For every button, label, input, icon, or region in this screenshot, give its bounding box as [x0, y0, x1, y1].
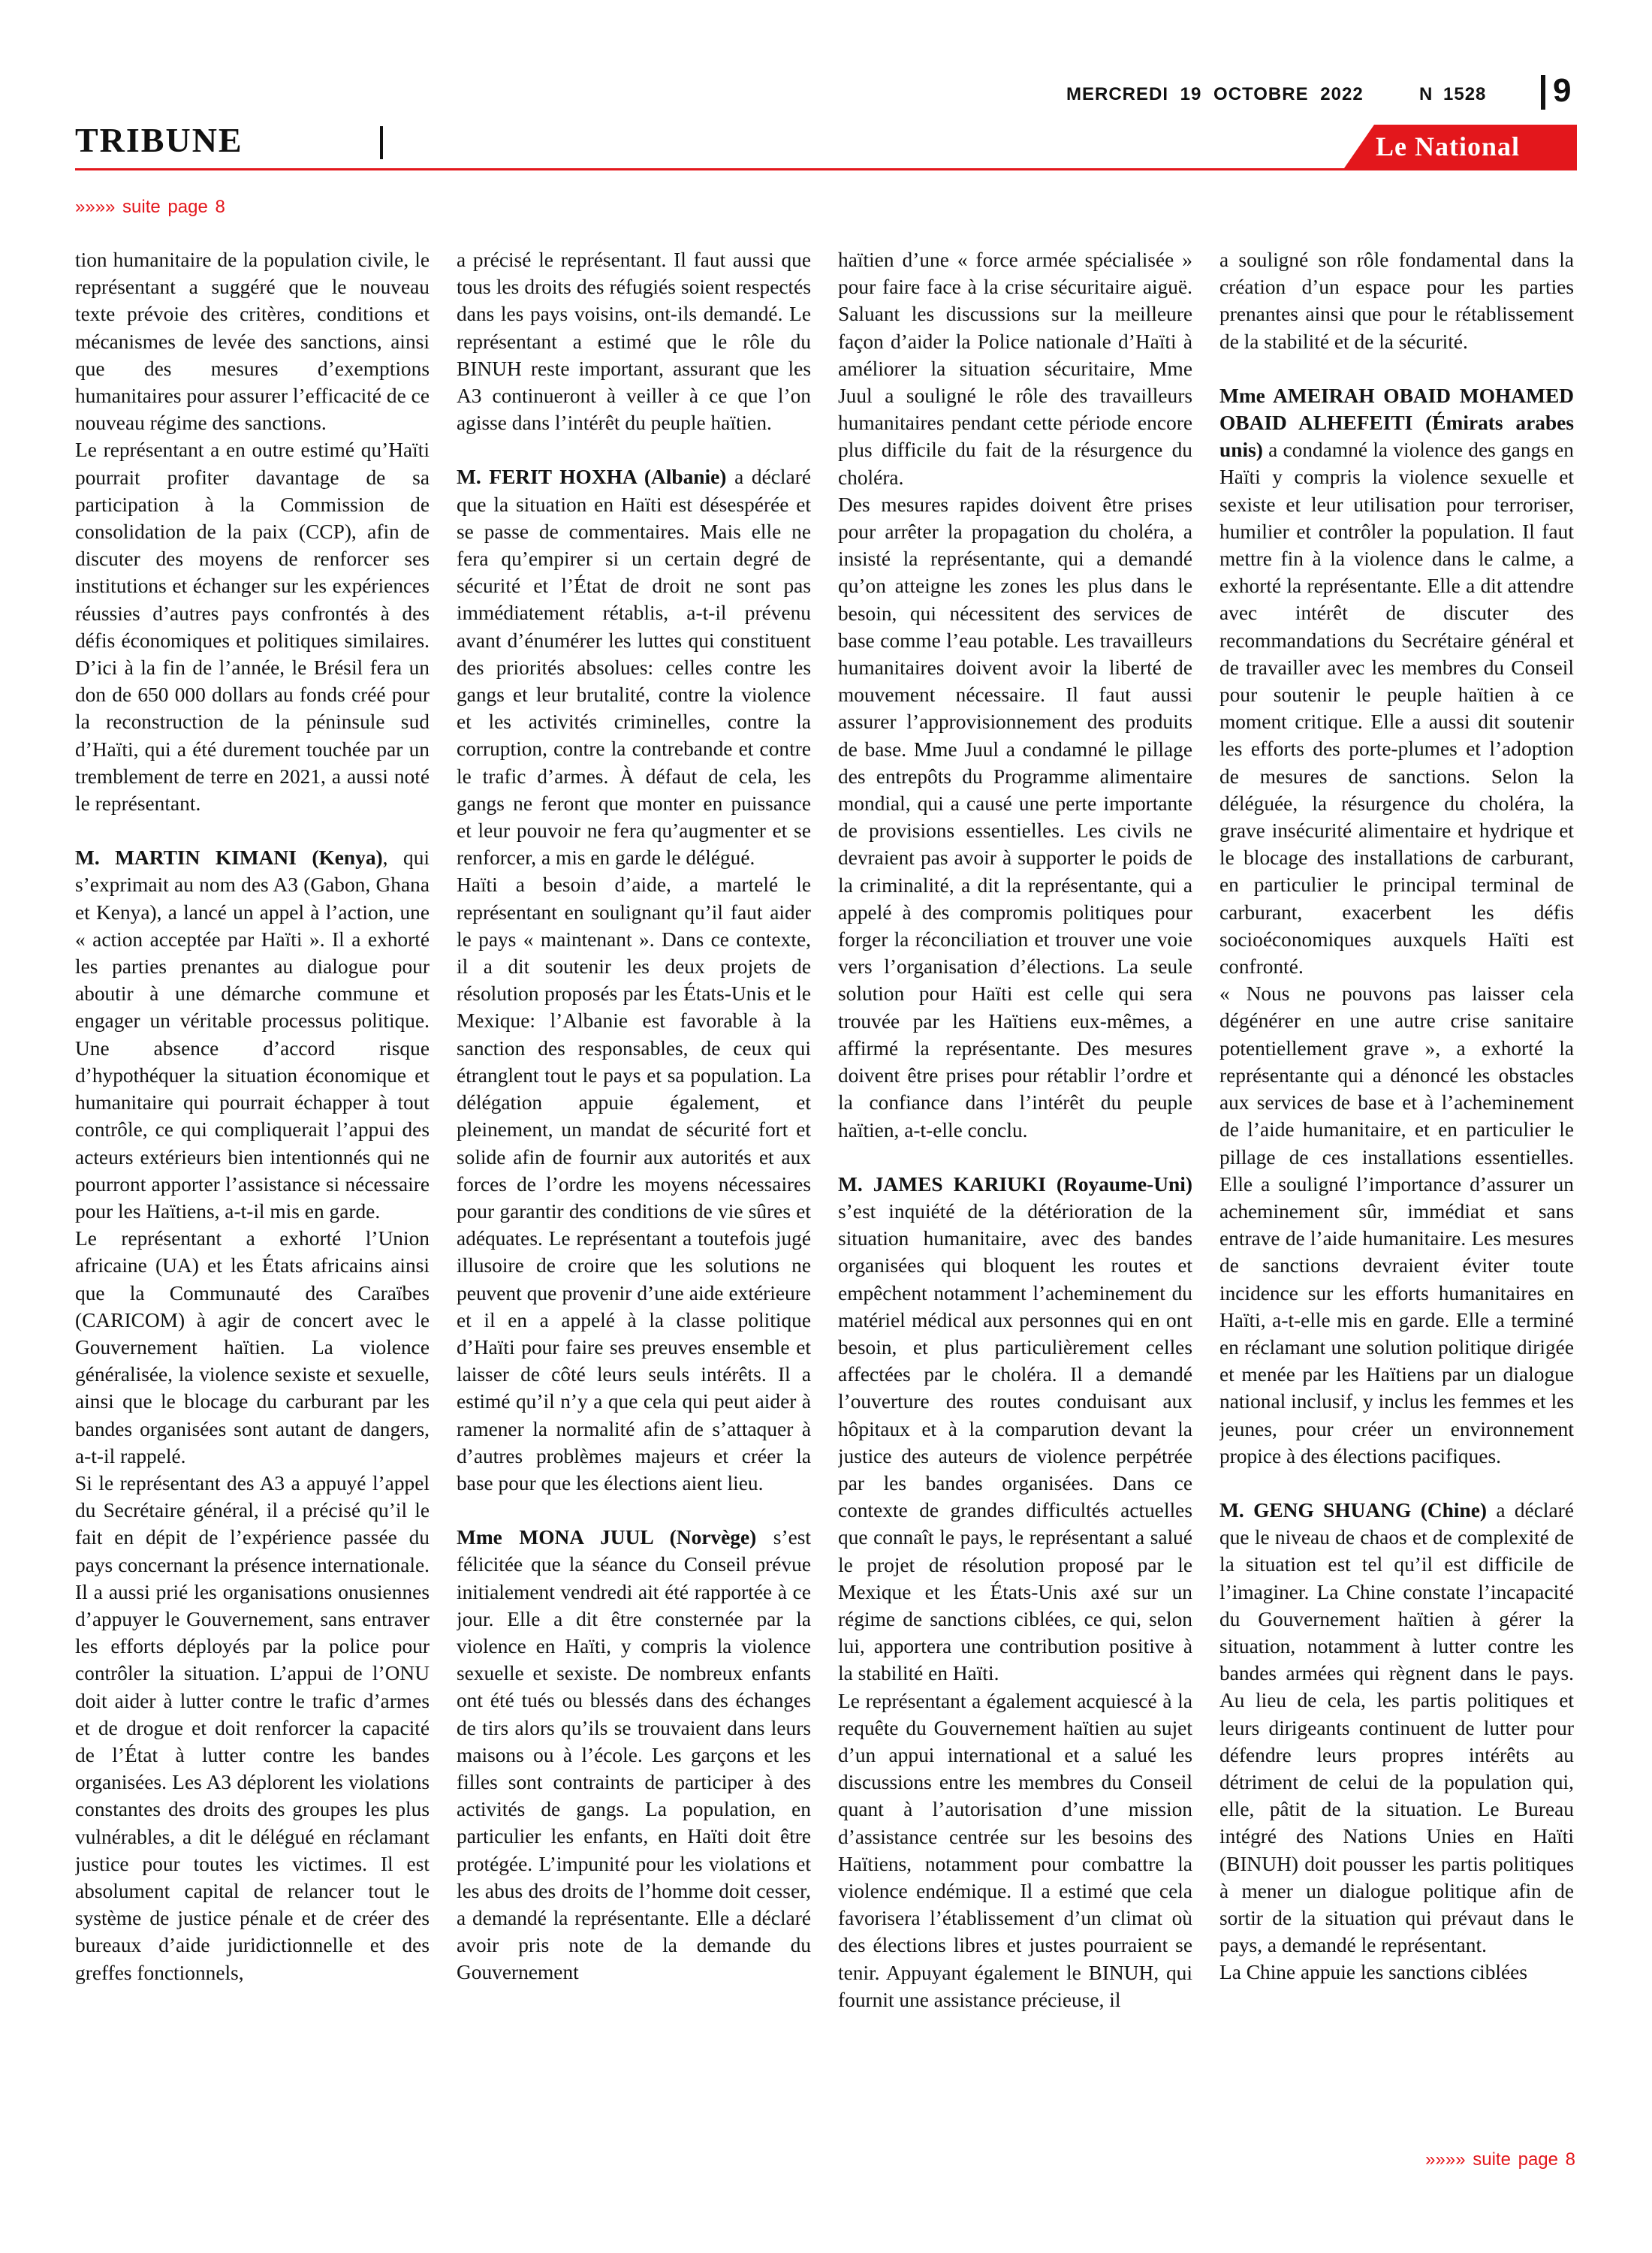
article-paragraph [838, 491, 1192, 1144]
issue-number: N 1528 [1419, 84, 1487, 104]
brand-name: Le National [1376, 131, 1521, 161]
paragraph-text: Le représentant a également acquiescé à la requête du Gouvernement haïtien au sujet d’un appui international et a salué les discussions entre les membres du Conseil quant à l’autorisation d’une mission d’assistance centrée sur les besoins des Haïtiens, notamment pour combattre la violence endémique. Il a estimé que cela favorisera l’établissement d’un climat où des élections libres et justes pourraient se tenir. Appuyant également le BINUH, qui fournit une assistance précieuse, il [838, 1689, 1192, 2011]
paragraph-text: s’est félicitée que la séance du Conseil prévue initialement vendredi ait été rapportée à ce jour. Elle a dit être consternée par la violence en Haïti, y compris la violence sexuelle et sexiste. De nombreux enfants ont été tués ou blessés dans des échanges de tirs alors qu’ils se trouvaient dans leurs maisons ou à l’école. Les garçons et les filles sont contraints de participer à des activités de gangs. La population, en particulier les enfants, en Haïti doit être protégée. L’impunité pour les violations et les abus des droits de l’homme doit cesser, a demandé la représentante. Elle a déclaré avoir pris note de la demande du Gouvernement [457, 1526, 811, 1984]
paragraph-text: Des mesures rapides doivent être prises pour arrêter la propagation du choléra, a insisté la représentante, qui a demandé qu’on atteigne les zones les plus dans le besoin, qui nécessitent des services de base comme l’eau potable. Les travailleurs humanitaires doivent avoir la liberté de mouvement nécessaire. Il faut aussi assurer l’approvisionnement des produits de base. Mme Juul a condamné le pillage des entrepôts du Programme alimentaire mondial, qui a causé une perte importante de provisions essentielles. Les civils ne devraient pas avoir à supporter le poids de la criminalité, a dit la représentante, qui a appelé à des compromis politiques pour forger la réconciliation et trouver une voie vers l’organisation d’élections. La seule solution pour Haïti est celle qui sera trouvée par les Haïtiens eux-mêmes, a affirmé la représentante. Des mesures doivent être prises pour rétablir l’ordre et la confiance dans l’intérêt du peuple haïtien, a-t-elle conclu. [838, 493, 1192, 1142]
page-number: 9 [1553, 72, 1572, 109]
paragraph-text: Haïti a besoin d’aide, a martelé le représentant en soulignant qu’il faut aider le pays « maintenant ». Dans ce contexte, il a dit soutenir les deux projets de résolution proposés par les États-Unis et le Mexique: l’Albanie est favorable à la sanction des responsables, de ceux qui étranglent tout le pays et sa population. La délégation appuie également, et pleinement, un mandat de sécurité fort et solide afin de fournir aux autorités et aux forces de l’ordre les moyens nécessaires pour garantir des conditions de vie sûres et adéquates. Le représentant a toutefois jugé illusoire de croire que les solutions ne peuvent que provenir d’une aide extérieure et il en a appelé à la classe politique d’Haïti pour faire ses preuves ensemble et laisser de côté leurs seuls intérêts. Il a estimé qu’il n’y a que cela qui peut aider à ramener la normalité afin de s’attaquer à d’autres problèmes majeurs et créer la base pour que les élections aient lieu. [457, 873, 811, 1494]
paragraph-text: a déclaré que la situation en Haïti est désespérée et se passe de commentaires. Mais elle ne fera qu’empirer si un certain degré de sécurité et l’État de droit ne sont pas immédiatement rétablis, a-t-il prévenu avant d’énumérer les luttes qui constituent des priorités absolues: celles contre les gangs et leur brutalité, contre la violence et les activités criminelles, contre la corruption, contre la contrebande et contre le trafic d’armes. À défaut de cela, les gangs ne feront que monter en puissance et leur pouvoir ne fera qu’augmenter et se renforcer, a mis en garde le délégué. [457, 466, 811, 870]
speaker-name: Mme AMEIRAH OBAID MOHAMED OBAID ALHEFEITI (Émirats arabes unis) [1219, 384, 1574, 462]
paragraph-text: a condamné la violence des gangs en Haïti y compris la violence sexuelle et sexiste et leur utilisation pour terroriser, humilier et contrôler la population. Il faut mettre fin à la violence dans le calme, a exhorté la représentante. Elle a dit attendre avec intérêt de discuter des recommandations du Secrétaire général et de travailler avec les membres du Conseil pour soutenir le peuple haïtien à ce moment critique. Elle a aussi dit soutenir les efforts des porte-plumes et l’adoption de mesures de sanctions. Selon la déléguée, la résurgence du choléra, la grave insécurité alimentaire et hydrique et le blocage des installations de carburant, en particulier le principal terminal de carburant, exacerbent les défis socioéconomiques auxquels Haïti est confronté. [1219, 439, 1574, 979]
article-paragraph [75, 246, 430, 436]
paragraph-text: Le représentant a en outre estimé qu’Haïti pourrait profiter davantage de sa participation à la Commission de consolidation de la paix (CCP), afin de discuter des moyens de renforcer ses institutions et échanger sur les expériences réussies d’autres pays confrontés à des défis économiques et politiques similaires. D’ici à la fin de l’année, le Brésil fera un don de 650 000 dollars au fonds créé pour la reconstruction de la péninsule sud d’Haïti, qui a été durement touchée par un tremblement de terre en 2021, a aussi noté le représentant. [75, 439, 430, 816]
paragraph-text: tion humanitaire de la population civile, le représentant a suggéré que le nouveau texte prévoie des critères, conditions et mécanismes de levée des sanctions, ainsi que des mesures d’exemptions humanitaires pour assurer l’efficacité de ce nouveau régime des sanctions. [75, 249, 430, 435]
paragraph-text: s’est inquiété de la détérioration de la situation humanitaire, avec des bandes organisées qui bloquent les routes et empêchent notamment l’acheminement du matériel médical aux personnes qui en ont besoin, et plus particulièrement celles affectées par le choléra. Il a demandé l’ouverture des routes conduisant aux hôpitaux et à la comparution devant la justice des auteurs de violence perpétrée par les bandes organisées. Dans ce contexte de grandes difficultés actuelles que connaît le pays, le représentant a salué le projet de résolution proposé par le Mexique et les États-Unis axé sur un régime de sanctions ciblées, ce qui, selon lui, apportera une contribution positive à la stabilité en Haïti. [838, 1199, 1192, 1685]
section-divider [380, 126, 383, 159]
paragraph-text: a précisé le représentant. Il faut aussi que tous les droits des réfugiés soient respectés dans les pays voisins, ont-ils demandé. Le représentant a estimé que le rôle du BINUH reste important, assurant que les A3 continueront à veiller à ce que l’on agisse dans l’intérêt du peuple haïtien. [457, 249, 811, 435]
article-paragraph [1219, 980, 1574, 1470]
paragraph-text: , qui s’exprimait au nom des A3 (Gabon, Ghana et Kenya), a lancé un appel à l’action, une « action acceptée par Haïti ». Il a exhorté les parties prenantes au dialogue pour aboutir à une démarche commune et engager un véritable processus politique. Une absence d’accord risque d’hypothéquer la situation économique et humanitaire qui pourrait échapper à tout contrôle, ce qui compliquerait l’appui des acteurs extérieurs bien intentionnés qui ne pourront apporter l’assistance si nécessaire pour les Haïtiens, a-t-il mis en garde. [75, 846, 430, 1223]
paragraph-text: haïtien d’une « force armée spécialisée » pour faire face à la crise sécuritaire aiguë. Saluant les discussions sur la meilleure façon d’aider la Police nationale d’Haïti à améliorer la situation sécuritaire, Mme Juul a souligné le rôle des travailleurs humanitaires pendant cette période encore plus difficile du fait de la résurgence du choléra. [838, 249, 1192, 489]
article-paragraph [457, 1524, 811, 1986]
paragraph-text: a déclaré que le niveau de chaos et de complexité de la situation est tel qu’il est difficile de l’imaginer. La Chine constate l’incapacité du Gouvernement haïtien à gérer la situation, notamment à lutter contre les bandes armées qui règnent dans le pays. Au lieu de cela, les partis politiques et leurs dirigeants continuent de lutter pour défendre leurs propres intérêts au détriment de celui de la population qui, elle, pâtit de la situation. Le Bureau intégré des Nations Unies en Haïti (BINUH) doit pousser les partis politiques à mener un dialogue politique afin de sortir de la situation qui prévaut dans le pays, a demandé le représentant. [1219, 1498, 1574, 1957]
article-paragraph [457, 463, 811, 871]
paragraph-text: Si le représentant des A3 a appuyé l’appel du Secrétaire général, il a précisé qu’il le fait en dépit de l’expérience passée du pays concernant la présence internationale. Il a aussi prié les organisations onusiennes d’appuyer le Gouvernement, sans entraver les efforts déployés par la police pour contrôler la situation. L’appui de l’ONU doit aider à lutter contre le trafic d’armes et de drogue et doit renforcer la capacité de l’État à lutter contre les bandes organisées. Les A3 déplorent les violations constantes des droits des groupes les plus vulnérables, a dit le délégué en réclamant justice pour toutes les victimes. Il est absolument capital de relancer tout le système de justice pénale et de créer des bureaux d’aide juridictionnelle et des greffes fonctionnels, [75, 1471, 430, 1984]
article-paragraph [838, 1171, 1192, 1687]
speaker-name: M. JAMES KARIUKI (Royaume-Uni) [838, 1172, 1192, 1196]
speaker-name: M. MARTIN KIMANI (Kenya) [75, 846, 383, 870]
article-paragraph [457, 871, 811, 1497]
article-paragraph [75, 1225, 430, 1470]
continued-from-link[interactable]: »»»» suite page 8 [75, 197, 225, 217]
article-column-3 [838, 246, 1192, 2116]
article-paragraph [75, 436, 430, 817]
paragraph-text: a souligné son rôle fondamental dans la création d’un espace pour les parties prenantes ainsi que pour le rétablissement de la stabilité et de la sécurité. [1219, 249, 1574, 353]
article-paragraph [1219, 382, 1574, 980]
article-paragraph [75, 1470, 430, 1986]
article-column-1 [75, 246, 430, 2116]
continued-on-link[interactable]: »»»» suite page 8 [1425, 2149, 1575, 2170]
section-title: TRIBUNE [75, 121, 243, 159]
header-divider [1541, 75, 1545, 110]
article-paragraph [838, 246, 1192, 491]
header-rule [75, 168, 1577, 170]
article-paragraph [457, 246, 811, 436]
speaker-name: M. GENG SHUANG (Chine) [1219, 1498, 1487, 1522]
speaker-name: M. FERIT HOXHA (Albanie) [457, 466, 727, 489]
article-paragraph [1219, 246, 1574, 355]
speaker-name: Mme MONA JUUL (Norvège) [457, 1526, 757, 1549]
article-column-4 [1219, 246, 1574, 2116]
paragraph-text: Le représentant a exhorté l’Union africaine (UA) et les États africains ainsi que la Communauté des Caraïbes (CARICOM) à agir de concert avec le Gouvernement haïtien. La violence généralisée, la violence sexiste et sexuelle, ainsi que le blocage du carburant par les bandes organisées sont autant de dangers, a-t-il rappelé. [75, 1227, 430, 1467]
paragraph-text: « Nous ne pouvons pas laisser cela dégénérer en une autre crise sanitaire potentiellement grave », a exhorté la représentante qui a dénoncé les obstacles aux services de base et à l’acheminement de l’aide humanitaire, et en particulier le pillage de ces installations essentielles. Elle a souligné l’importance d’assurer un acheminement sûr, immédiat et sans entrave de l’aide humanitaire. Les mesures de sanctions devraient éviter toute incidence sur les efforts humanitaires en Haïti, a-t-elle mis en garde. Elle a terminé en réclamant une solution politique dirigée et menée par les Haïtiens par un dialogue national inclusif, y inclus les femmes et les jeunes, pour créer un environnement propice à des élections pacifiques. [1219, 982, 1574, 1467]
article-column-2 [457, 246, 811, 2116]
article-paragraph [1219, 1959, 1574, 1986]
article-paragraph [75, 844, 430, 1225]
article-paragraph [838, 1687, 1192, 2013]
article-paragraph [1219, 1497, 1574, 1959]
issue-date: MERCREDI 19 OCTOBRE 2022 [1066, 84, 1364, 104]
paragraph-text: La Chine appuie les sanctions ciblées [1219, 1961, 1527, 1984]
